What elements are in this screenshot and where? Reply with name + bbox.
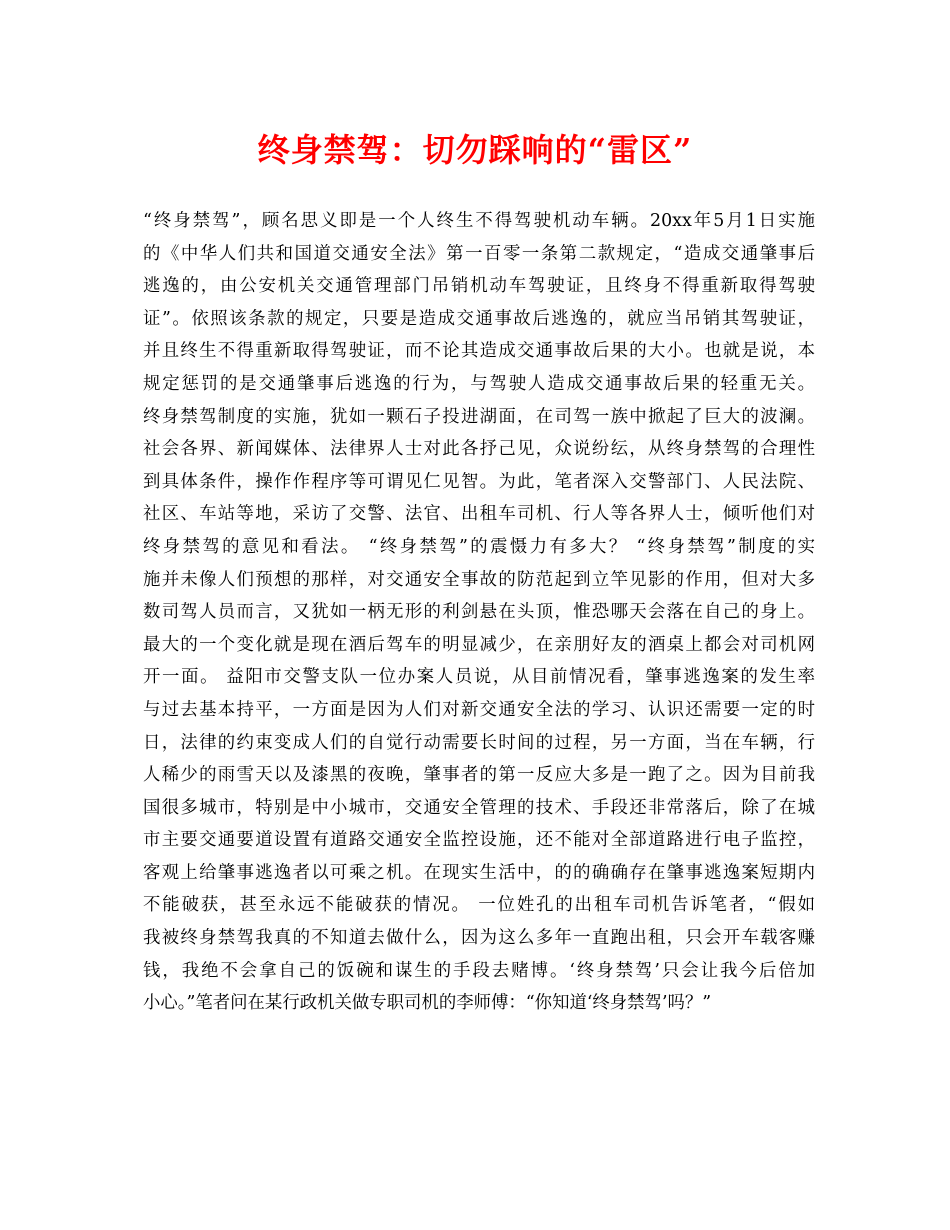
body-line: “终身禁驾”，顾名思义即是一个人终生不得驾驶机动车辆。20xx年5月1日实施 [143,211,815,231]
body-line: 国很多城市，特别是中小城市，交通安全管理的技术、手段还非常落后，除了在城 [143,797,815,818]
body-line: 数司驾人员而言，又犹如一柄无形的利剑悬在头顶，惟恐哪天会落在自己的身上。 [143,602,815,623]
body-line: 开一面。 益阳市交警支队一位办案人员说，从目前情况看，肇事逃逸案的发生率 [143,667,815,688]
body-line: 市主要交通要道设置有道路交通安全监控设施，还不能对全部道路进行电子监控， [143,830,815,851]
body-line: 与过去基本持平，一方面是因为人们对新交通安全法的学习、认识还需要一定的时 [143,699,815,720]
body-line: 钱，我绝不会拿自己的饭碗和谋生的手段去赌博。‘终身禁驾’只会让我今后倍加 [143,960,815,981]
body-line: 到具体条件，操作作程序等可谓见仁见智。为此，笔者深入交警部门、人民法院、 [143,471,815,492]
body-line: 逃逸的，由公安机关交通管理部门吊销机动车驾驶证，且终身不得重新取得驾驶 [143,276,815,297]
body-line: 规定惩罚的是交通肇事后逃逸的行为，与驾驶人造成交通事故后果的轻重无关。 [143,373,815,394]
body-line: 的《中华人们共和国道交通安全法》第一百零一条第二款规定，“造成交通肇事后 [143,243,815,264]
body-line: 最大的一个变化就是现在酒后驾车的明显减少，在亲朋好友的酒桌上都会对司机网 [143,634,815,655]
body-line: 社会各界、新闻媒体、法律界人士对此各抒己见，众说纷纭，从终身禁驾的合理性 [143,439,815,460]
body-line: 客观上给肇事逃逸者以可乘之机。在现实生活中，的的确确存在肇事逃逸案短期内 [143,862,815,883]
body-line: 小心。”笔者问在某行政机关做专职司机的李师傅：“你知道‘终身禁驾’吗？” [143,993,712,1014]
body-line: 并且终生不得重新取得驾驶证，而不论其造成交通事故后果的大小。也就是说，本 [143,341,815,362]
document-body [143,205,815,1020]
body-line: 施并未像人们预想的那样，对交通安全事故的防范起到立竿见影的作用，但对大多 [143,569,815,590]
body-line: 日，法律的约束变成人们的自觉行动需要长时间的过程，另一方面，当在车辆，行 [143,732,815,753]
body-line: 终身禁驾的意见和看法。 “终身禁驾”的震慑力有多大？ “终身禁驾”制度的实 [143,536,815,557]
body-line: 不能破获，甚至永远不能破获的情况。 一位姓孔的出租车司机告诉笔者，“假如 [143,895,815,916]
body-line: 终身禁驾制度的实施，犹如一颗石子投进湖面，在司驾一族中掀起了巨大的波澜。 [143,406,815,427]
body-line: 证”。依照该条款的规定，只要是造成交通事故后逃逸的，就应当吊销其驾驶证， [143,308,815,329]
body-line: 我被终身禁驾我真的不知道去做什么，因为这么多年一直跑出租，只会开车载客赚 [143,928,815,949]
body-line: 人稀少的雨雪天以及漆黑的夜晚，肇事者的第一反应大多是一跑了之。因为目前我 [143,765,815,786]
body-line: 社区、车站等地，采访了交警、法官、出租车司机、行人等各界人士，倾听他们对 [143,504,815,525]
document-title: 终身禁驾：切勿踩响的“雷区” [257,131,693,169]
